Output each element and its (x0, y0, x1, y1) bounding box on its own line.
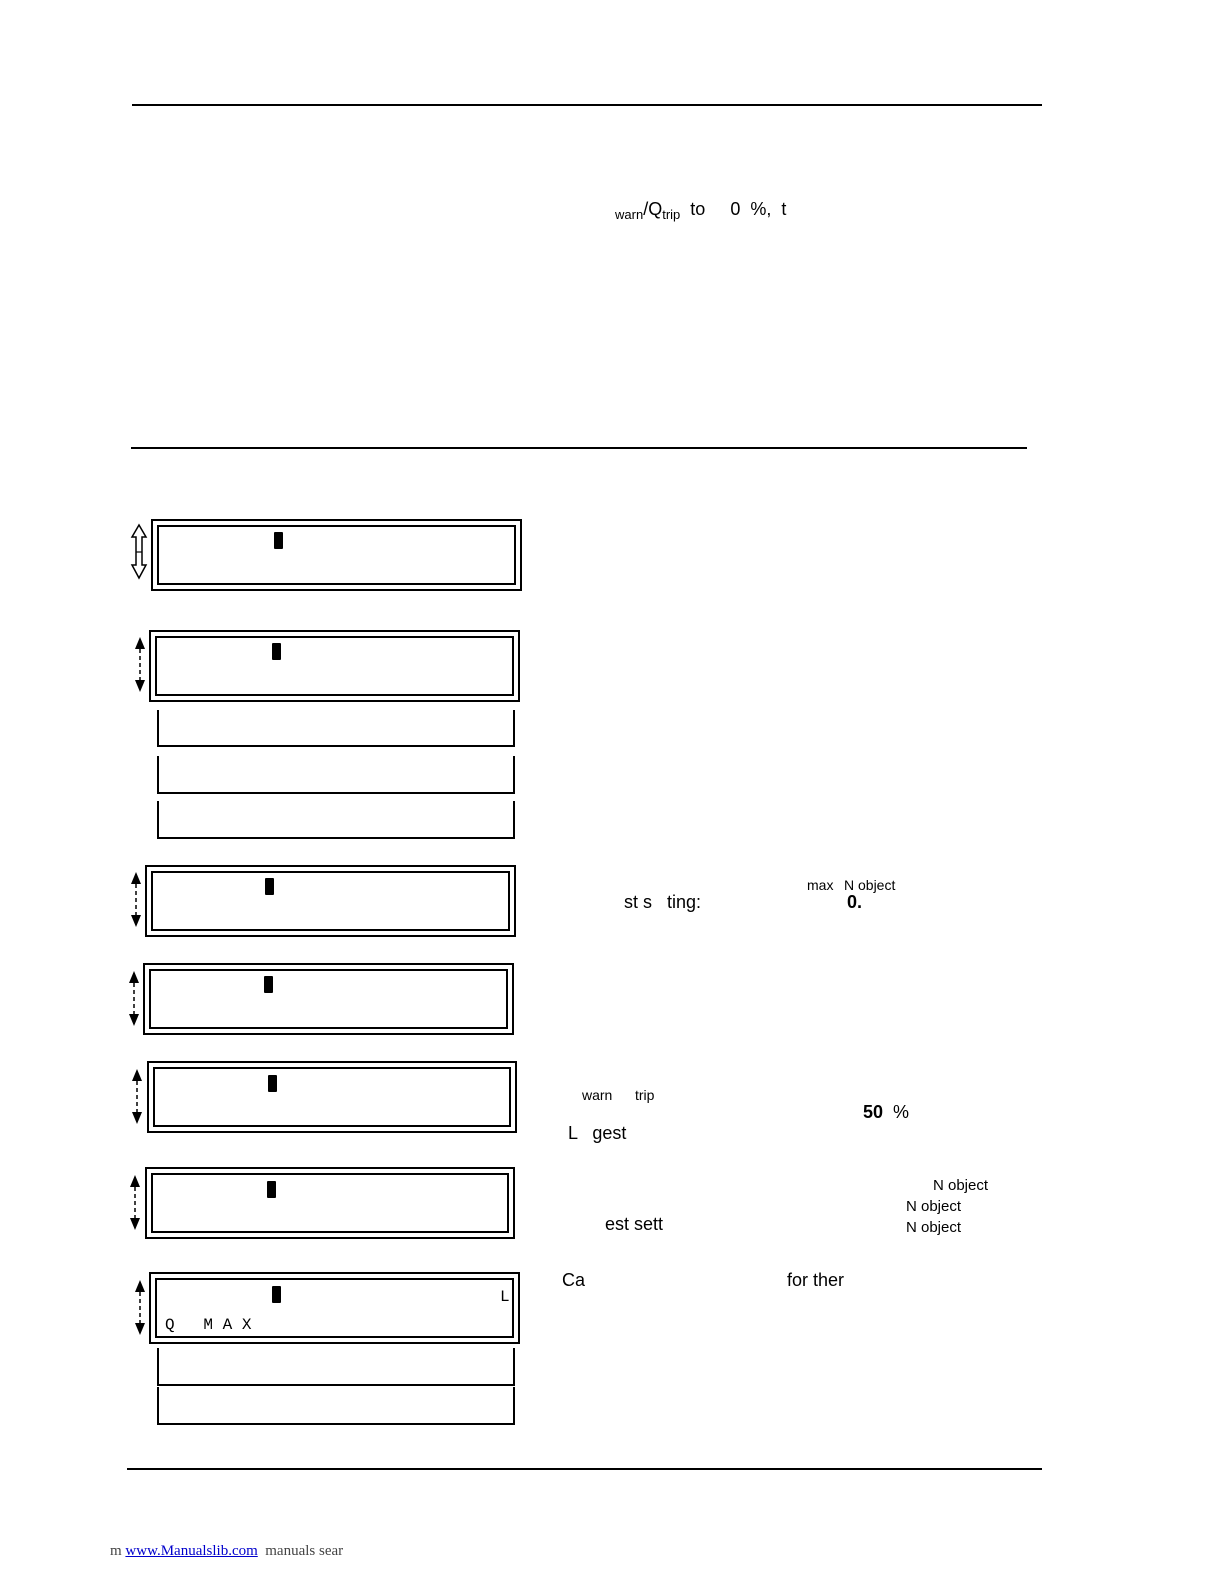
submenu-box (157, 1348, 515, 1386)
footer-prefix: m (110, 1543, 122, 1559)
top-rule (132, 104, 1042, 106)
lcd-display-3 (145, 865, 516, 937)
percent-text: 0 %, t (730, 199, 787, 219)
setting-text: st s ting: (624, 892, 702, 912)
lcd-display-4 (143, 963, 514, 1035)
lcd-cursor (267, 1181, 276, 1198)
lcd-display-2 (149, 630, 520, 702)
lcd-cursor (272, 643, 281, 660)
manualslib-link[interactable]: www.Manualslib.com (125, 1543, 258, 1559)
lcd-right-char: L (500, 1288, 510, 1306)
top-formula-fragment (615, 200, 786, 221)
warn-subscript: warn (582, 1087, 613, 1103)
max-subscript: max (807, 877, 834, 893)
setting-text: est sett (605, 1214, 664, 1234)
bottom-rule (127, 1468, 1042, 1470)
lcd-cursor (268, 1075, 277, 1092)
lcd-display-6 (145, 1167, 515, 1239)
lcd-line-2: Q M A X (165, 1316, 252, 1334)
trip-subscript: trip (635, 1087, 655, 1103)
lcd-cursor (265, 878, 274, 895)
largest-text: L gest (568, 1123, 627, 1143)
warn-subscript: warn (615, 207, 644, 222)
n-object-label: N object (906, 1219, 962, 1236)
lcd-display-1 (151, 519, 522, 591)
lcd-display-7 (149, 1272, 520, 1344)
setting-value: 0. (847, 892, 863, 912)
lcd-cursor (274, 532, 283, 549)
lcd-cursor (264, 976, 273, 993)
n-object-label: N object (906, 1198, 962, 1215)
scroll-updown-icon (133, 1279, 147, 1337)
scroll-updown-icon (130, 523, 150, 581)
scroll-updown-icon (127, 970, 141, 1028)
submenu-box (157, 710, 515, 747)
lcd-cursor (272, 1286, 281, 1303)
ca-text: Ca (562, 1270, 586, 1290)
percent-sign: % (893, 1102, 910, 1122)
footer-suffix: manuals sear (265, 1543, 344, 1559)
q-text: /Q (643, 199, 663, 219)
scroll-updown-icon (129, 871, 143, 929)
section-rule (131, 447, 1027, 449)
scroll-updown-icon (130, 1068, 144, 1126)
scroll-updown-icon (128, 1174, 142, 1232)
submenu-box (157, 756, 515, 794)
trip-subscript: trip (662, 207, 681, 222)
n-object-label: N object (844, 877, 896, 893)
footer (110, 1543, 343, 1560)
percent-value: 50 (863, 1102, 884, 1122)
n-object-label: N object (933, 1177, 989, 1194)
submenu-box (157, 1387, 515, 1425)
scroll-updown-icon (133, 636, 147, 694)
for-ther-text: for ther (787, 1270, 845, 1290)
submenu-box (157, 801, 515, 839)
to-text: to (690, 199, 706, 219)
lcd-display-5 (147, 1061, 517, 1133)
